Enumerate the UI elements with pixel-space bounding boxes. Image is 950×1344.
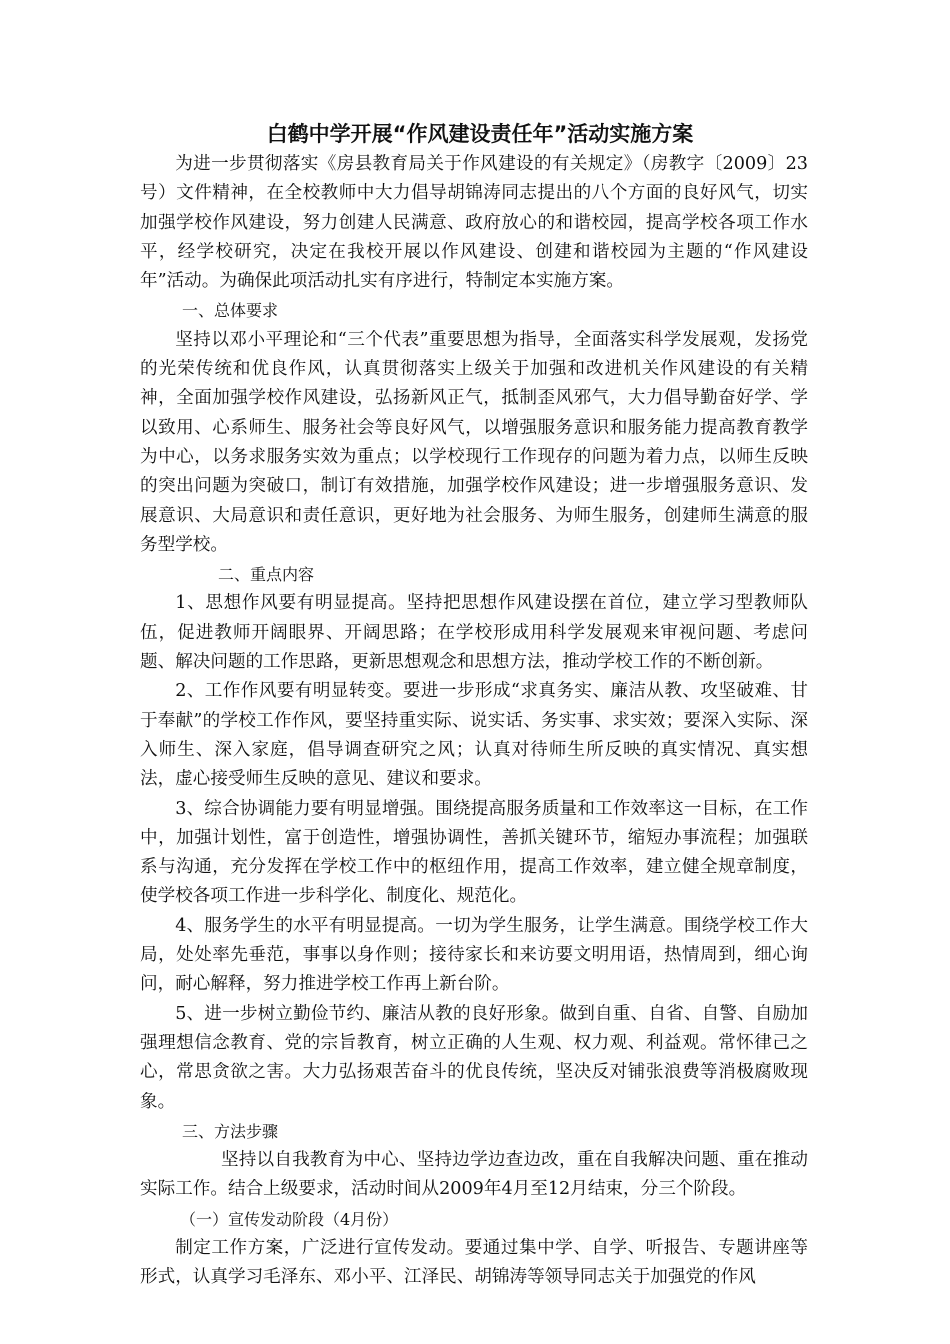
- section-heading-key-content: 二、重点内容: [218, 565, 315, 585]
- methods-steps-paragraph: 坚持以自我教育为中心、坚持边学边查边改，重在自我解决问题、重在推动实际工作。结合上级要求，活动时间从2009年4月至12月结束，分三个阶段。: [140, 1150, 808, 1200]
- stage-heading-publicity: （一）宣传发动阶段（4月份）: [180, 1209, 399, 1229]
- document-title: 白鹤中学开展“作风建设责任年”活动实施方案: [266, 122, 694, 146]
- key-content-item: 3、综合协调能力要有明显增强。围绕提高服务质量和工作效率这一目标，在工作中，加强计划性，富于创造性，增强协调性，善抓关键环节，缩短办事流程；加强联系与沟通，充分发挥在学校工作中的枢纽作用，提高工作效率，建立健全规章制度，使学校各项工作进一步科学化、制度化、规范化。: [140, 798, 808, 907]
- key-content-item: 4、服务学生的水平有明显提高。一切为学生服务，让学生满意。围绕学校工作大局，处处率先垂范，事事以身作则；接待家长和来访要文明用语，热情周到，细心询问，耐心解释，努力推进学校工作再上新台阶。: [140, 915, 808, 995]
- section-heading-general-requirements: 一、总体要求: [182, 301, 279, 321]
- intro-paragraph: 为进一步贯彻落实《房县教育局关于作风建设的有关规定》（房教字〔2009〕23号）文件精神，在全校教师中大力倡导胡锦涛同志提出的八个方面的良好风气，切实加强学校作风建设，努力创建人民满意、政府放心的和谐校园，提高学校各项工作水平，经学校研究，决定在我校开展以作风建设、创建和谐校园为主题的“作风建设年”活动。为确保此项活动扎实有序进行，特制定本实施方案。: [140, 154, 808, 292]
- key-content-item: 5、进一步树立勤俭节约、廉洁从教的良好形象。做到自重、自省、自警、自励加强理想信念教育、党的宗旨教育，树立正确的人生观、权力观、利益观。常怀律己之心，常思贪欲之害。大力弘扬艰苦奋斗的优良传统，坚决反对铺张浪费等消极腐败现象。: [140, 1003, 808, 1112]
- document-page: [140, 118, 808, 1318]
- key-content-item: 2、工作作风要有明显转变。要进一步形成“求真务实、廉洁从教、攻坚破难、甘于奉献”的学校工作作风，要坚持重实际、说实话、务实事、求实效；要深入实际、深入师生、深入家庭，倡导调查研究之风；认真对待师生所反映的真实情况、真实想法，虚心接受师生反映的意见、建议和要求。: [140, 681, 808, 790]
- general-requirements-paragraph: 坚持以邓小平理论和“三个代表”重要思想为指导，全面落实科学发展观，发扬党的光荣传统和优良作风，认真贯彻落实上级关于加强和改进机关作风建设的有关精神，全面加强学校作风建设，弘扬新风正气，抵制歪风邪气，大力倡导勤奋好学、学以致用、心系师生、服务社会等良好风气，以增强服务意识和服务能力提高教育教学为中心，以务求服务实效为重点；以学校现行工作现存的问题为着力点，以师生反映的突出问题为突破口，制订有效措施，加强学校作风建设；进一步增强服务意识、发展意识、大局意识和责任意识，更好地为社会服务、为师生服务，创建师生满意的服务型学校。: [140, 329, 808, 555]
- stage-publicity-paragraph: 制定工作方案，广泛进行宣传发动。要通过集中学、自学、听报告、专题讲座等形式，认真学习毛泽东、邓小平、江泽民、胡锦涛等领导同志关于加强党的作风: [140, 1237, 808, 1288]
- key-content-item: 1、思想作风要有明显提高。坚持把思想作风建设摆在首位，建立学习型教师队伍，促进教师开阔眼界、开阔思路；在学校形成用科学发展观来审视问题、考虑问题、解决问题的工作思路，更新思想观念和思想方法，推动学校工作的不断创新。: [140, 593, 808, 673]
- section-heading-methods-steps: 三、方法步骤: [182, 1121, 279, 1141]
